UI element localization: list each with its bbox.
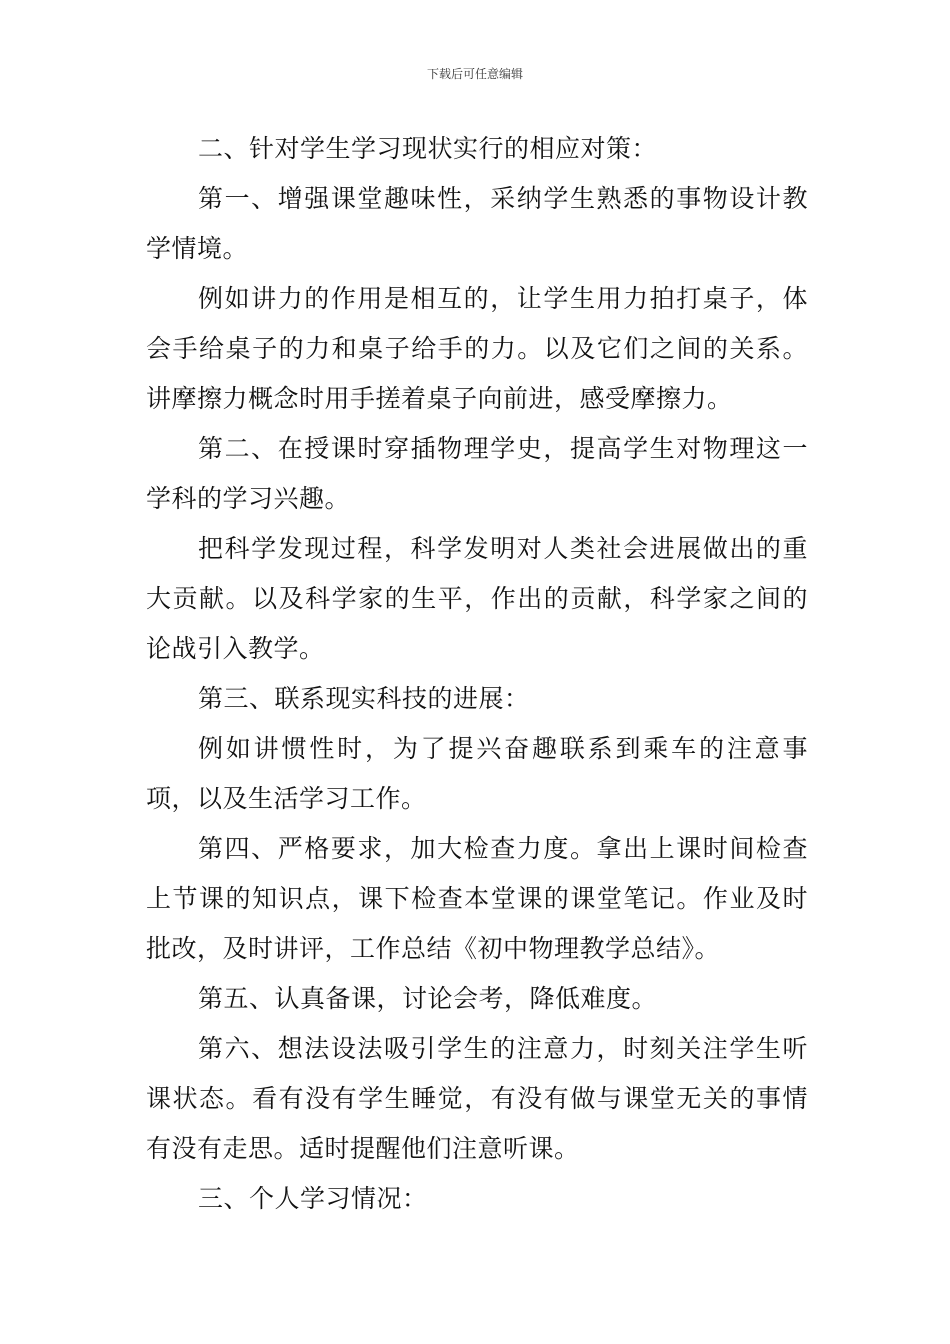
page-header: 下载后可任意编辑 xyxy=(426,67,523,81)
paragraph-measure-three: 第三、联系现实科技的进展： xyxy=(198,684,530,713)
paragraph-measure-three-example: 例如讲惯性时，为了提兴奋趣联系到乘车的注意事项，以及生活学习工作。 xyxy=(146,734,808,813)
paragraph-measure-two: 第二、在授课时穿插物理学史，提高学生对物理这一学科的学习兴趣。 xyxy=(146,434,808,513)
paragraph-section-two-heading: 二、针对学生学习现状实行的相应对策： xyxy=(198,134,658,163)
paragraph-measure-one-example: 例如讲力的作用是相互的，让学生用力拍打桌子，体会手给桌子的力和桌子给手的力。以及它们之间的关系。讲摩擦力概念时用手搓着桌子向前进，感受摩擦力。 xyxy=(146,284,808,413)
document-body xyxy=(146,124,808,1224)
paragraph-measure-two-detail: 把科学发现过程，科学发明对人类社会进展做出的重大贡献。以及科学家的生平，作出的贡献，科学家之间的论战引入教学。 xyxy=(146,534,808,663)
paragraph-measure-six: 第六、想法设法吸引学生的注意力，时刻关注学生听课状态。看有没有学生睡觉，有没有做与课堂无关的事情有没有走思。适时提醒他们注意听课。 xyxy=(146,1034,808,1163)
paragraph-measure-one: 第一、增强课堂趣味性，采纳学生熟悉的事物设计教学情境。 xyxy=(146,184,808,263)
paragraph-measure-four: 第四、严格要求，加大检查力度。拿出上课时间检查上节课的知识点，课下检查本堂课的课堂笔记。作业及时批改，及时讲评，工作总结《初中物理教学总结》。 xyxy=(146,834,808,963)
paragraph-measure-five: 第五、认真备课，讨论会考，降低难度。 xyxy=(198,984,658,1013)
paragraph-section-three-heading: 三、个人学习情况： xyxy=(198,1184,428,1213)
